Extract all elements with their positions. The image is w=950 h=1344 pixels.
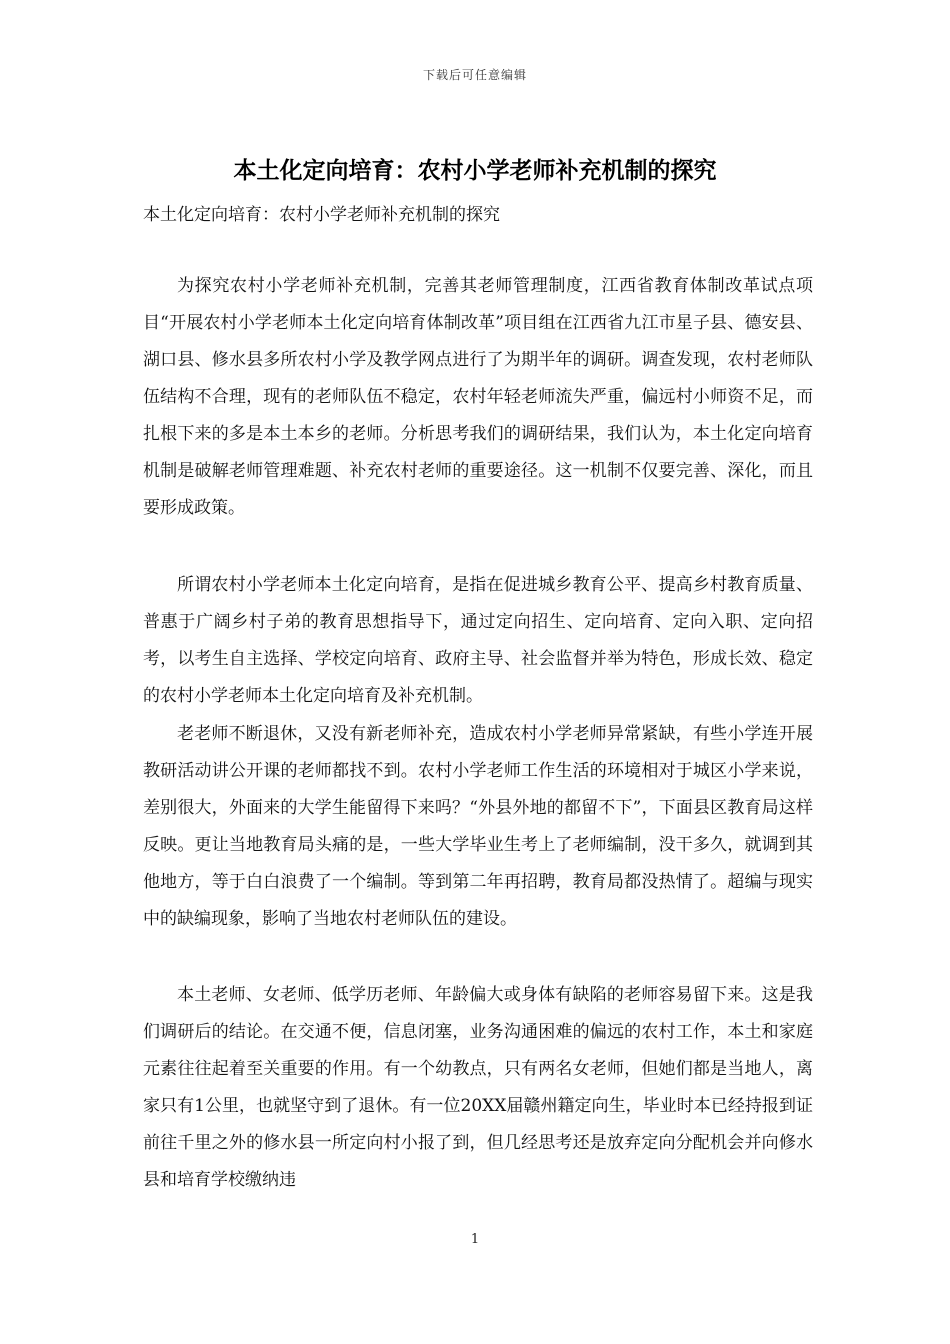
header-note: 下载后可任意编辑	[422, 68, 527, 82]
paragraph-3	[143, 716, 813, 938]
paragraph-text: 为探究农村小学老师补充机制，完善其老师管理制度，江西省教育体制改革试点项目“开展农村小学老师本土化定向培育体制改革”项目组在江西省九江市星子县、德安县、湖口县、修水县多所农村小学及教学网点进行了为期半年的调研。调查发现，农村老师队伍结构不合理，现有的老师队伍不稳定，农村年轻老师流失严重，偏远村小师资不足，而扎根下来的多是本土本乡的老师。分析思考我们的调研结果，我们认为，本土化定向培育机制是破解老师管理难题、补充农村老师的重要途径。这一机制不仅要完善、深化，而且要形成政策。	[143, 276, 813, 518]
paragraph-1	[143, 268, 813, 527]
paragraph-text: 老老师不断退休，又没有新老师补充，造成农村小学老师异常紧缺，有些小学连开展教研活动讲公开课的老师都找不到。农村小学老师工作生活的环境相对于城区小学来说，差别很大，外面来的大学生能留得下来吗？“外县外地的都留不下”，下面县区教育局这样反映。更让当地教育局头痛的是，一些大学毕业生考上了老师编制，没干多久，就调到其他地方，等于白白浪费了一个编制。等到第二年再招聘，教育局都没热情了。超编与现实中的缺编现象，影响了当地农村老师队伍的建设。	[143, 724, 813, 929]
paragraph-2	[143, 567, 813, 715]
paragraph-4	[143, 977, 813, 1199]
document-title: 本土化定向培育：农村小学老师补充机制的探究	[233, 158, 717, 184]
paragraph-text: 所谓农村小学老师本土化定向培育，是指在促进城乡教育公平、提高乡村教育质量、普惠于广阔乡村子弟的教育思想指导下，通过定向招生、定向培育、定向入职、定向招考，以考生自主选择、学校定向培育、政府主导、社会监督并举为特色，形成长效、稳定的农村小学老师本土化定向培育及补充机制。	[143, 575, 813, 706]
document-subtitle: 本土化定向培育：农村小学老师补充机制的探究	[143, 205, 500, 225]
page-number: 1	[470, 1232, 480, 1247]
paragraph-text: 本土老师、女老师、低学历老师、年龄偏大或身体有缺陷的老师容易留下来。这是我们调研后的结论。在交通不便，信息闭塞，业务沟通困难的偏远的农村工作，本土和家庭元素往往起着至关重要的作用。有一个幼教点，只有两名女老师，但她们都是当地人，离家只有1公里，也就坚守到了退休。有一位20XX届赣州籍定向生，毕业时本已经持报到证前往千里之外的修水县一所定向村小报了到，但几经思考还是放弃定向分配机会并向修水县和培育学校缴纳违	[143, 985, 813, 1190]
